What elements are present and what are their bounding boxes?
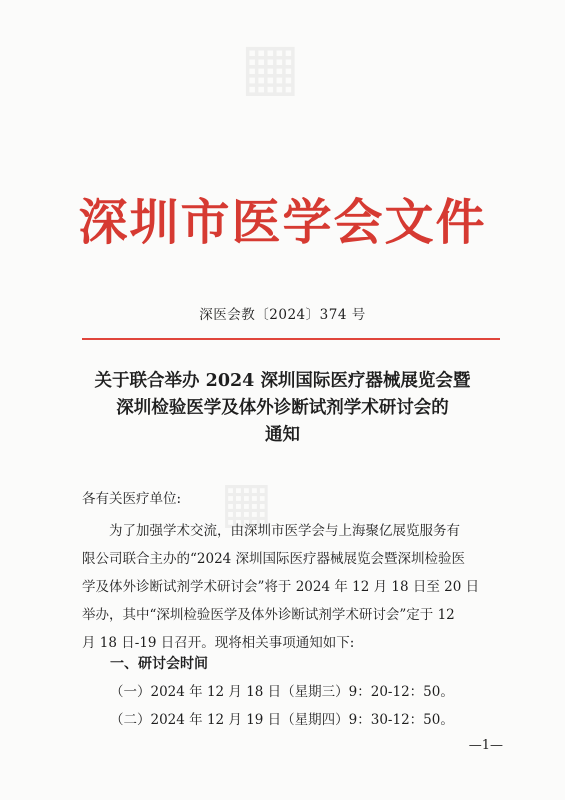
schedule-item: （一）2024 年 12 月 18 日（星期三）9：20-12：50。 <box>110 684 454 700</box>
document-masthead: 深圳市医学会文件 <box>78 193 487 251</box>
schedule-item: （二）2024 年 12 月 19 日（星期四）9：30-12：50。 <box>110 712 454 728</box>
body-paragraph <box>82 517 502 657</box>
document-number: 深医会教〔2024〕374 号 <box>199 307 366 323</box>
watermark-seal-top: ▦ <box>240 30 301 104</box>
section-heading: 一、研讨会时间 <box>110 656 208 672</box>
title-line: 深圳检验医学及体外诊断试剂学术研讨会的 <box>116 398 449 418</box>
body-line: 举办，其中“深圳检验医学及体外诊断试剂学术研讨会”定于 12 <box>82 607 455 623</box>
body-line: 月 18 日-19 日召开。现将相关事项通知如下: <box>82 635 355 651</box>
salutation: 各有关医疗单位: <box>82 491 182 507</box>
document-title <box>40 368 525 449</box>
title-line: 通知 <box>265 425 300 445</box>
body-line: 学及体外诊断试剂学术研讨会”将于 2024 年 12 月 18 日至 20 日 <box>82 579 480 595</box>
page-number: —1— <box>468 738 503 753</box>
body-line: 为了加强学术交流，由深圳市医学会与上海聚亿展览服务有 <box>109 523 460 539</box>
red-divider-line <box>82 338 500 340</box>
body-line: 限公司联合主办的“2024 深圳国际医疗器械展览会暨深圳检验医 <box>82 551 466 567</box>
schedule-list <box>110 678 454 734</box>
watermark-seal-middle: ▦ <box>220 470 273 535</box>
title-line: 关于联合举办 2024 深圳国际医疗器械展览会暨 <box>94 371 471 391</box>
